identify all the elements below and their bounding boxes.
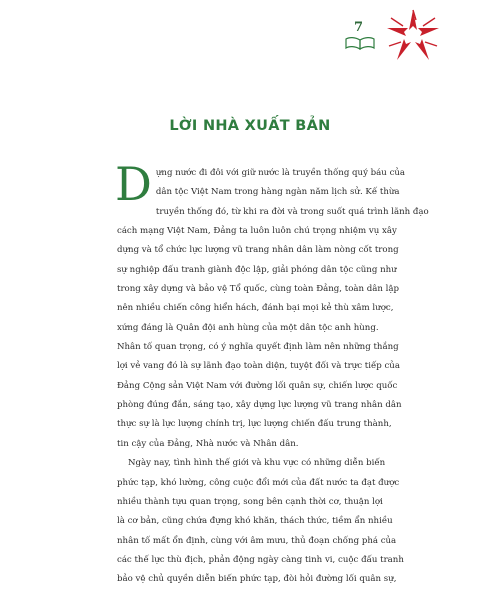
text-line: dân tộc Việt Nam trong hàng ngàn năm lịch sử. Kế thừa [155,187,400,198]
red-star-emblem [383,6,443,66]
text-line: cách mạng Việt Nam, Đảng ta luôn luôn chú trọng nhiệm vụ xây [117,226,397,237]
open-book-icon [345,36,375,50]
page-number: 7 [354,20,364,35]
text-line: thực sự là lực lượng chính trị, lực lượng chiến đấu trung thành, [117,419,392,430]
text-line: truyền thống đó, từ khi ra đời và trong suốt quá trình lãnh đạo [155,206,429,217]
text-line: ựng nước đi đôi với giữ nước là truyền thống quý báu của [155,168,406,178]
text-line: tin cậy của Đảng, Nhà nước và Nhân dân. [117,438,299,449]
text-line: Đảng Cộng sản Việt Nam với đường lối quân sự, chiến lược quốc [117,380,398,391]
text-line: xứng đáng là Quân đội anh hùng của một dân tộc anh hùng. [117,322,379,333]
text-line: bảo vệ chủ quyền diễn biến phức tạp, đòi hỏi đường lối quân sự, [117,574,397,585]
section-title: LỜI NHÀ XUẤT BẢN [169,118,331,134]
text-line: phức tạp, khó lường, công cuộc đổi mới của đất nước ta đạt được [117,477,400,488]
text-line: nhân tố mất ổn định, cùng với âm mưu, thủ đoạn chống phá của [117,535,397,546]
text-line: trong xây dựng và bảo vệ Tổ quốc, cùng toàn Đảng, toàn dân lập [117,284,400,295]
body-text [115,157,429,590]
drop-cap: D [115,157,152,211]
text-line: phòng đúng đắn, sáng tạo, xây dựng lực lượng vũ trang nhân dân [117,400,402,411]
text-line: nhiều thành tựu quan trọng, song bên cạnh thời cơ, thuận lợi [117,496,383,507]
paragraph-1 [115,157,429,454]
text-line: dựng và tổ chức lực lượng vũ trang nhân dân làm nòng cốt trong [117,245,399,256]
text-line: lợi vẻ vang đó là sự lãnh đạo toàn diện, tuyệt đối và trực tiếp của [117,361,400,372]
paragraph-2 [117,454,404,589]
text-line: Nhân tố quan trọng, có ý nghĩa quyết định làm nên những thắng [117,342,399,353]
text-line: các thế lực thù địch, phản động ngày càng tinh vi, cuộc đấu tranh [117,554,404,565]
text-line: nên nhiều chiến công hiển hách, đánh bại mọi kẻ thù xâm lược, [117,303,394,314]
text-line: là cơ bản, cũng chứa đựng khó khăn, thách thức, tiềm ẩn nhiều [117,516,393,527]
text-line: Ngày nay, tình hình thế giới và khu vực có những diễn biến [128,458,386,469]
text-line: sự nghiệp đấu tranh giành độc lập, giải phóng dân tộc cũng như [117,264,397,275]
